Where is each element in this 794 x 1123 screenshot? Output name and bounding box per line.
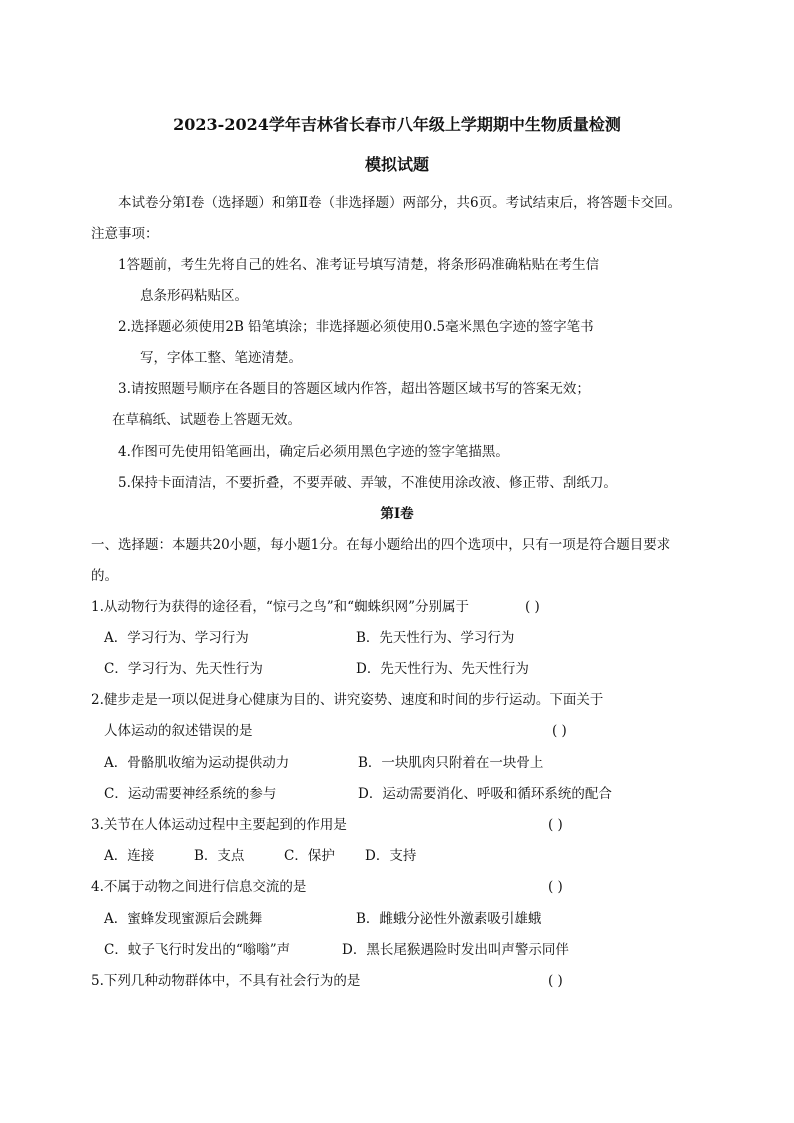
note-2: 2.选择题必须使用2B 铅笔填涂；非选择题必须使用0.5毫米黑色字迹的签字笔书 [118, 319, 594, 335]
question-3-option-a: A．连接 [104, 848, 155, 864]
question-4-option-d: D．黑长尾猴遇险时发出叫声警示同伴 [342, 942, 569, 958]
question-3-stem: 3.关节在人体运动过程中主要起到的作用是 [91, 817, 347, 833]
note-1: 1答题前，考生先将自己的姓名、准考证号填写清楚，将条形码准确粘贴在考生信 [118, 257, 600, 273]
question-1-option-d: D．先天性行为、先天性行为 [356, 661, 529, 677]
question-1-answer-paren: ( ) [525, 599, 540, 615]
note-2-cont: 写，字体工整、笔迹清楚。 [140, 350, 302, 366]
question-4-option-b: B．雌蛾分泌性外激素吸引雄蛾 [356, 911, 542, 927]
note-3: 3.请按照题号顺序在各题目的答题区域内作答，超出答题区域书写的答案无效； [118, 381, 590, 397]
question-2-stem-cont: 人体运动的叙述错误的是 [104, 723, 253, 739]
question-2-stem: 2.健步走是一项以促进身心健康为目的、讲究姿势、速度和时间的步行运动。下面关于 [91, 692, 604, 708]
question-1-option-b: B．先天性行为、学习行为 [356, 630, 515, 646]
question-2-answer-paren: ( ) [552, 723, 567, 739]
question-4-option-c: C．蚊子飞行时发出的“嗡嗡”声 [104, 942, 291, 958]
question-3-option-c: C．保护 [284, 848, 335, 864]
section-title: 第Ⅰ卷 [380, 506, 414, 522]
question-1-stem: 1.从动物行为获得的途径看，“惊弓之鸟”和“蜘蛛织网”分别属于 [91, 599, 469, 615]
question-2-option-a: A．骨骼肌收缩为运动提供动力 [104, 755, 290, 771]
note-5: 5.保持卡面清洁，不要折叠，不要弄破、弄皱，不准使用涂改液、修正带、刮纸刀。 [118, 475, 617, 491]
part1-instructions: 一、选择题：本题共20小题，每小题1分。在每小题给出的四个选项中，只有一项是符合题目要求 [91, 537, 671, 553]
question-2-option-b: B．一块肌肉只附着在一块骨上 [358, 755, 544, 771]
question-5-answer-paren: ( ) [548, 973, 563, 989]
title-line-1: 2023-2024学年吉林省长春市八年级上学期期中生物质量检测 [173, 115, 621, 134]
note-1-cont: 息条形码粘贴区。 [140, 288, 248, 304]
question-3-answer-paren: ( ) [548, 817, 563, 833]
note-4: 4.作图可先使用铅笔画出，确定后必须用黑色字迹的签字笔描黑。 [118, 444, 509, 460]
question-2-option-c: C．运动需要神经系统的参与 [104, 786, 277, 802]
note-3-cont: 在草稿纸、试题卷上答题无效。 [112, 412, 301, 428]
question-4-option-a: A．蜜蜂发现蜜源后会跳舞 [104, 911, 263, 927]
part1-instructions-cont: 的。 [91, 568, 118, 584]
question-3-option-b: B．支点 [194, 848, 245, 864]
intro-text: 本试卷分第Ⅰ卷（选择题）和第Ⅱ卷（非选择题）两部分，共6页。考试结束后，将答题卡交回。 [118, 195, 682, 211]
notes-heading: 注意事项： [91, 226, 159, 242]
question-5-stem: 5.下列几种动物群体中，不具有社会行为的是 [91, 973, 361, 989]
question-4-answer-paren: ( ) [548, 879, 563, 895]
question-2-option-d: D．运动需要消化、呼吸和循环系统的配合 [358, 786, 612, 802]
question-3-option-d: D．支持 [365, 848, 417, 864]
title-line-2: 模拟试题 [364, 155, 429, 174]
question-1-option-c: C．学习行为、先天性行为 [104, 661, 263, 677]
question-4-stem: 4.不属于动物之间进行信息交流的是 [91, 879, 307, 895]
question-1-option-a: A．学习行为、学习行为 [104, 630, 249, 646]
